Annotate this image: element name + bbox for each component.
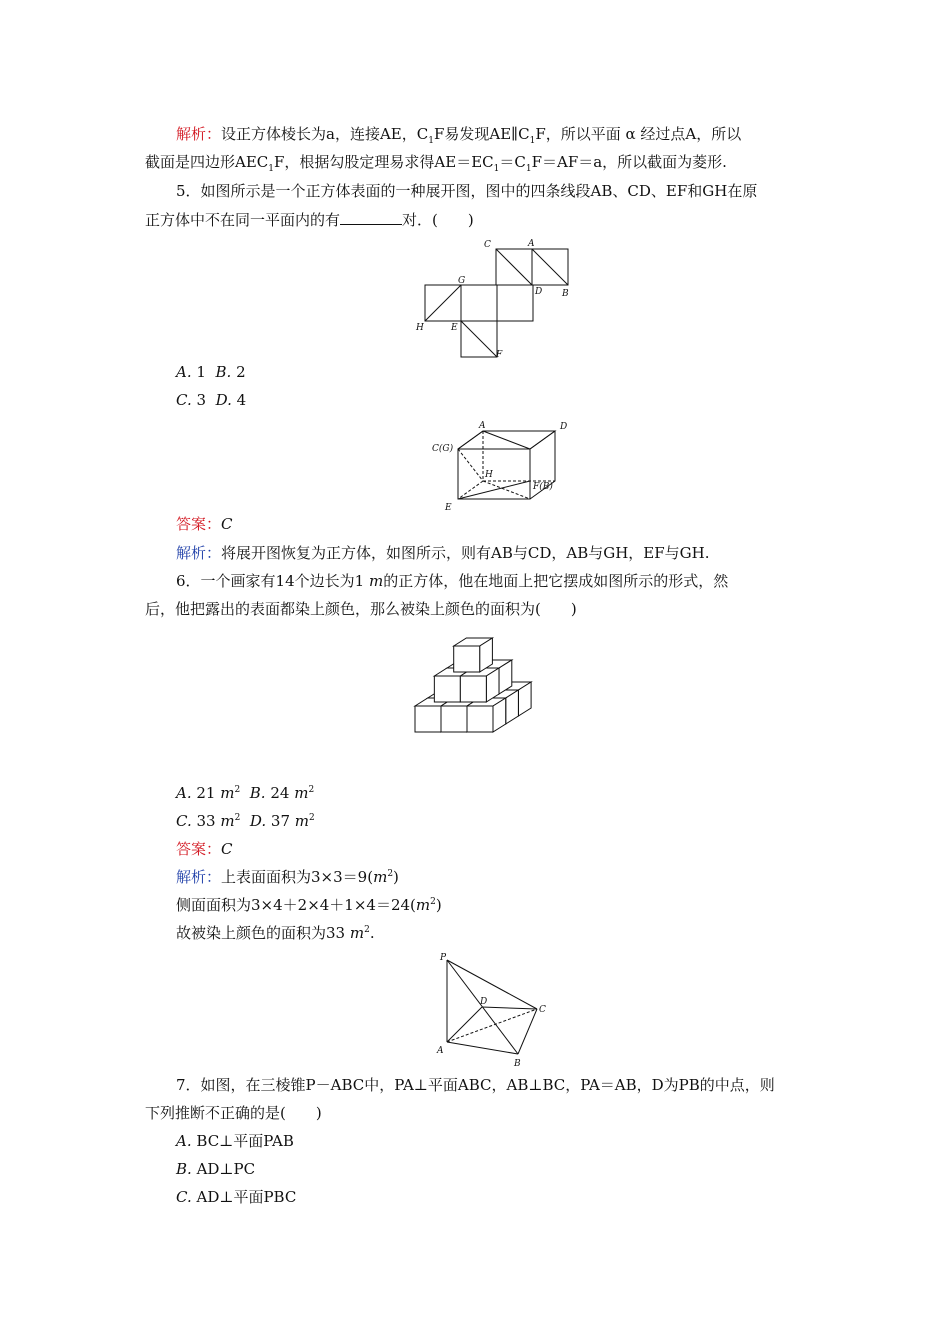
q4-analysis-line1 xyxy=(176,124,741,144)
unit: m xyxy=(220,812,235,830)
answer-label: 答案： xyxy=(176,840,222,858)
unit: m xyxy=(294,812,310,830)
option-letter: A. xyxy=(176,1132,192,1150)
text: . xyxy=(369,924,375,942)
answer-blank xyxy=(340,212,402,225)
option-value: 24 xyxy=(270,784,295,802)
option-letter: B. xyxy=(249,784,266,802)
superscript: 2 xyxy=(308,785,315,795)
cube-front-face xyxy=(415,706,441,732)
edge-pc xyxy=(447,960,537,1009)
net-label-b: B xyxy=(562,289,569,299)
superscript: 2 xyxy=(234,813,241,823)
edge-bc xyxy=(518,1009,537,1054)
q7-option-b xyxy=(176,1159,255,1179)
text: 上表面面积为3×3＝9( xyxy=(221,868,374,886)
net-label-e: E xyxy=(451,323,458,333)
q7-stem-line1: 7．如图，在三棱锥P－ABC中，PA⊥平面ABC，AB⊥BC，PA＝AB，D为PB的中点，则 xyxy=(176,1076,775,1094)
q7-stem-line2: 下列推断不正确的是( ) xyxy=(145,1104,322,1122)
net-label-a: A xyxy=(528,239,535,249)
cube-front-face xyxy=(454,646,480,672)
cube-front-face xyxy=(467,706,493,732)
option-letter: A. xyxy=(176,784,192,802)
diagonal xyxy=(483,431,530,449)
option-letter: B. xyxy=(176,1160,192,1178)
superscript: 2 xyxy=(309,813,315,823)
text: ) xyxy=(393,868,399,886)
option-letter: A. xyxy=(176,363,192,381)
superscript: 2 xyxy=(430,897,436,907)
segment-dc xyxy=(482,1007,537,1009)
text: 对．( ) xyxy=(402,211,474,229)
option-letter: B. xyxy=(215,363,232,381)
cube-stack-figure xyxy=(410,624,580,786)
net-label-h: H xyxy=(416,323,424,333)
unit: m xyxy=(220,784,235,802)
option-value: 3 xyxy=(196,391,207,409)
diagonal xyxy=(458,481,530,499)
option-letter: C. xyxy=(176,812,192,830)
option-letter: D. xyxy=(215,391,232,409)
text: ＝C xyxy=(499,153,526,171)
subscript: 1 xyxy=(428,136,434,146)
option-letter: D. xyxy=(249,812,267,830)
option-value: AD⊥平面PBC xyxy=(196,1188,297,1206)
diagonal xyxy=(530,431,555,449)
q7-option-c xyxy=(176,1187,296,1207)
option-value: 1 xyxy=(196,363,206,381)
option-value: 21 xyxy=(196,784,221,802)
net-label-c: C xyxy=(484,240,491,250)
net-label-f: F xyxy=(496,350,503,360)
subscript: 1 xyxy=(525,164,532,174)
q5-answer xyxy=(176,514,233,534)
segment-ef xyxy=(461,321,497,357)
option-value: BC⊥平面PAB xyxy=(196,1132,294,1150)
q6-analysis-line1 xyxy=(176,867,399,887)
stack-cube xyxy=(454,638,493,672)
subscript: 1 xyxy=(529,136,536,146)
text: 截面是四边形AEC xyxy=(145,153,269,171)
text: F易发现AE∥C xyxy=(433,125,530,143)
hidden-diagonal xyxy=(458,449,483,481)
unit: m xyxy=(294,784,309,802)
q6-analysis-line2 xyxy=(176,895,442,915)
pyramid-label-a: A xyxy=(437,1046,444,1056)
segment-gh xyxy=(425,285,461,321)
text: 故被染上颜色的面积为33 xyxy=(176,924,350,942)
q6-analysis-line3 xyxy=(176,923,375,943)
net-square xyxy=(461,285,497,321)
option-value: 33 xyxy=(196,812,221,830)
net-label-d: D xyxy=(535,287,543,297)
edge-ac-hidden xyxy=(447,1009,537,1042)
edge-ab xyxy=(447,1042,518,1054)
cube-label-d: D xyxy=(560,422,568,432)
pyramid-label-p: P xyxy=(440,953,447,963)
answer-value: C xyxy=(221,840,233,858)
unit: m xyxy=(373,868,388,886)
q7-option-a xyxy=(176,1131,294,1151)
option-value: AD⊥PC xyxy=(196,1160,256,1178)
q5-stem-line2 xyxy=(145,210,474,230)
subscript: 1 xyxy=(493,164,500,174)
text: 侧面面积为3×4＋2×4＋1×4＝24( xyxy=(176,896,416,914)
cube-label-a: A xyxy=(479,421,486,431)
option-letter: C. xyxy=(176,1188,192,1206)
option-value: 2 xyxy=(236,363,246,381)
answer-value: C xyxy=(221,515,233,533)
option-value: 37 xyxy=(270,812,295,830)
hidden-diagonal xyxy=(483,481,530,499)
analysis-label: 解析： xyxy=(176,125,222,143)
option-letter: C. xyxy=(176,391,192,409)
unit: m xyxy=(368,572,384,590)
analysis-label: 解析： xyxy=(176,868,222,886)
stack-cube xyxy=(467,698,506,732)
cube-front-face xyxy=(441,706,467,732)
pyramid-label-c: C xyxy=(539,1005,546,1015)
pyramid-label-d: D xyxy=(480,997,488,1007)
segment-ab xyxy=(532,249,568,285)
segment-cd xyxy=(496,249,532,285)
text: 设正方体棱长为a，连接AE，C xyxy=(221,125,429,143)
unit: m xyxy=(349,924,365,942)
net-square xyxy=(497,285,533,321)
pyramid-label-b: B xyxy=(514,1059,521,1069)
superscript: 2 xyxy=(234,785,241,795)
stack-cube xyxy=(460,668,499,702)
cube-label-h: H xyxy=(485,470,493,480)
cube-front-face xyxy=(434,676,460,702)
q6-options-cd xyxy=(176,811,315,831)
unit: m xyxy=(415,896,431,914)
superscript: 2 xyxy=(387,869,394,879)
q5-analysis xyxy=(176,543,710,563)
text: F，所以平面 α 经过点A，所以 xyxy=(535,125,742,143)
diagonal xyxy=(458,431,483,449)
net-label-g: G xyxy=(458,276,466,286)
cube-label-e: E xyxy=(445,503,452,513)
cube-front-face xyxy=(460,676,486,702)
text: 的正方体，他在地面上把它摆成如图所示的形式，然 xyxy=(383,572,729,590)
q4-analysis-line2 xyxy=(145,152,727,172)
subscript: 1 xyxy=(268,164,274,174)
text: ) xyxy=(435,896,442,914)
text: 正方体中不在同一平面内的有 xyxy=(145,211,341,229)
cube-net-figure xyxy=(400,236,590,361)
q5-options-cd xyxy=(176,390,246,410)
text: F＝AF＝a，所以截面为菱形. xyxy=(531,153,727,171)
cube-figure xyxy=(425,418,568,518)
answer-label: 答案： xyxy=(176,515,222,533)
segment-ad xyxy=(447,1007,482,1042)
cube-label-fb: F(B) xyxy=(533,482,553,492)
q6-stem-line2: 后，他把露出的表面都染上颜色，那么被染上颜色的面积为( ) xyxy=(145,600,577,618)
analysis-label: 解析： xyxy=(176,544,222,562)
cube-label-cg: C(G) xyxy=(432,444,454,454)
option-value: 4 xyxy=(236,391,247,409)
q6-stem-line1 xyxy=(176,571,728,591)
q6-answer xyxy=(176,839,233,859)
q5-stem-line1: 5．如图所示是一个正方体表面的一种展开图，图中的四条线段AB、CD、EF和GH在原 xyxy=(176,182,758,200)
pyramid-figure xyxy=(430,952,555,1070)
text: F，根据勾股定理易求得AE＝EC xyxy=(274,153,494,171)
analysis-text: 将展开图恢复为正方体，如图所示，则有AB与CD，AB与GH，EF与GH. xyxy=(221,544,710,562)
text: 6．一个画家有14个边长为1 xyxy=(176,572,369,590)
q5-options-ab xyxy=(176,362,246,382)
q6-options-ab xyxy=(176,783,314,803)
superscript: 2 xyxy=(364,925,370,935)
